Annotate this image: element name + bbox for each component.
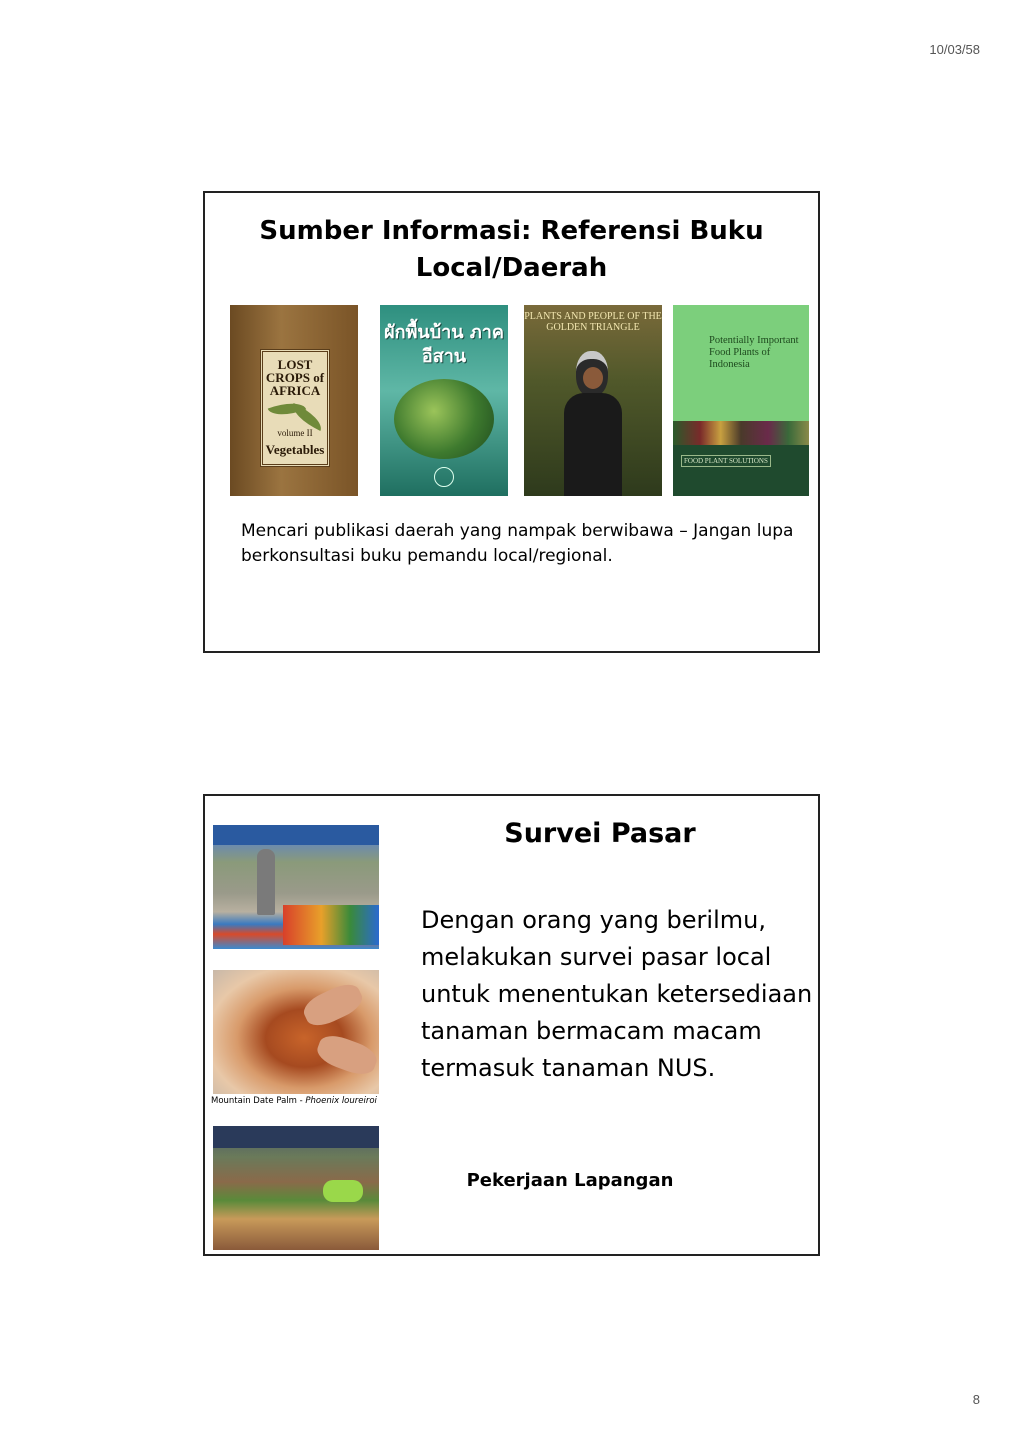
person-face-icon <box>583 367 603 389</box>
hand-icon <box>314 1031 379 1080</box>
book-cover-lost-crops-of-africa <box>230 305 358 496</box>
caption-scientific-name: Phoenix loureiroi <box>305 1096 377 1106</box>
leaf-icon <box>288 403 327 431</box>
awning-icon <box>213 825 379 845</box>
slide-sumber-informasi <box>203 191 820 653</box>
book1-title: LOST CROPS of AFRICA <box>265 357 325 398</box>
book4-series: FOOD PLANT SOLUTIONS <box>681 455 771 467</box>
slide-survei-pasar <box>203 794 820 1256</box>
book1-volume: volume II <box>277 428 313 438</box>
food-photo-strip <box>673 421 809 445</box>
market-photo-vendor <box>213 1126 379 1250</box>
caption-common-name: Mountain Date Palm - <box>211 1096 306 1106</box>
page-number: 8 <box>972 1392 980 1407</box>
market-photo-date-palm <box>213 970 379 1094</box>
slide1-body-text: Mencari publikasi daerah yang nampak berwibawa – Jangan lupa berkonsultasi buku pemandu local/regional. <box>241 521 794 566</box>
book1-panel <box>260 349 330 467</box>
seal-icon <box>434 467 454 487</box>
book4-bottom-band <box>673 445 809 496</box>
page-date: 10/03/58 <box>929 42 980 57</box>
slide2-body-text: Dengan orang yang berilmu, melakukan survei pasar local untuk menentukan ketersediaan tanaman bermacam macam termasuk tanaman NUS. <box>421 906 813 1082</box>
market-photo-stalls <box>213 825 379 949</box>
book3-title: PLANTS AND PEOPLE OF THE GOLDEN TRIANGLE <box>524 311 662 333</box>
slide1-title: Sumber Informasi: Referensi Buku Local/Daerah <box>259 216 764 283</box>
photo-caption <box>211 1096 383 1107</box>
person-body-icon <box>564 393 622 496</box>
book-cover-plants-and-people <box>524 305 662 496</box>
book-cover-thai-vegetables <box>380 305 508 496</box>
book4-title: Potentially Important Food Plants of Indonesia <box>709 335 799 370</box>
book2-title: ผักพื้นบ้าน ภาคอีสาน <box>384 322 504 367</box>
produce-icon <box>283 905 379 945</box>
stall-roof-icon <box>213 1126 379 1148</box>
vegetable-bouquet-icon <box>394 379 494 459</box>
book-cover-food-plants-indonesia <box>673 305 809 496</box>
shopper-icon <box>257 849 275 915</box>
slide2-title: Survei Pasar <box>504 818 696 849</box>
hand-icon <box>299 979 366 1032</box>
slide2-footer-text: Pekerjaan Lapangan <box>466 1170 674 1191</box>
melons-icon <box>323 1180 363 1202</box>
book1-subtitle: Vegetables <box>265 442 325 457</box>
